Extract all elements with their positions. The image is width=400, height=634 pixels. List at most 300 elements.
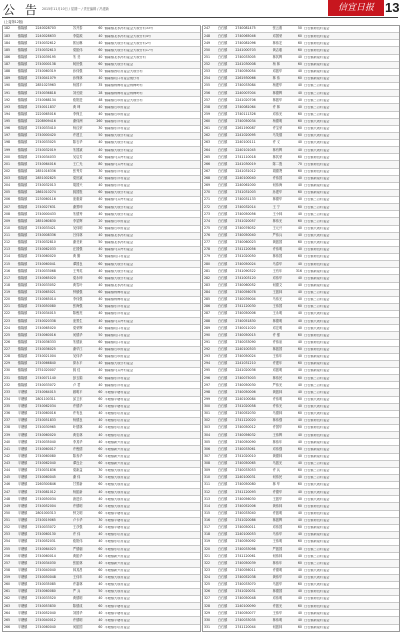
row-area: 40 [98,489,103,494]
row-town: 镇隆镇 [17,240,28,245]
table-row [203,112,399,119]
row-town: 白石镇 [217,254,228,259]
row-address: 白石镇三合村委会 [303,212,330,216]
row-id: 2740050048 [35,575,56,580]
row-id: 2861010274 [35,190,56,195]
row-number: 184 [4,40,11,45]
row-id: 2740052040 [35,610,56,615]
table-row [3,340,200,347]
table-row [3,290,200,297]
row-id: 2740034033 [35,154,56,159]
table-row [203,503,399,510]
row-town: 镇隆镇 [17,161,28,166]
row-id: 2851002825 [35,176,56,181]
row-number: 328 [204,603,211,608]
table-row [203,275,399,282]
row-number: 256 [204,90,211,95]
row-address: 白石镇荷包村委会 [303,155,330,159]
row-town: 白石镇 [217,589,228,594]
row-number: 314 [204,503,211,508]
table-row [203,140,399,147]
row-name: 许德明 [72,617,83,622]
row-id: 2740000420 [35,133,56,138]
row-id: 2740056078 [235,290,256,295]
row-id: 2240061000 [235,183,256,188]
row-address: 白石镇新屋村委会 [303,269,330,273]
row-name: 许德华 [72,404,83,409]
row-id: 2740064015 [35,389,56,394]
row-area: 40 [297,233,302,238]
row-name: 苏开泰 [72,26,83,31]
row-number: 196 [4,126,11,131]
row-number: 224 [4,325,11,330]
row-address: 白石镇三合村委会 [303,91,330,95]
table-row [203,425,399,432]
row-name: 陈石华 [72,140,83,145]
row-number: 313 [204,496,211,501]
row-name: 欧阳伟 [72,539,83,544]
row-area: 60 [297,111,302,116]
row-area: 60 [98,453,103,458]
row-area: 40 [297,610,302,615]
row-number: 324 [204,575,211,580]
section-title: 公 告 [3,3,40,17]
row-area: 60 [297,204,302,209]
row-number: 192 [4,97,11,102]
table-row [203,69,399,76]
table-row [203,40,399,47]
row-town: 平塘镇 [17,418,28,423]
table-row [203,525,399,532]
row-id: 2740065021 [35,290,56,295]
row-address: 镇隆镇坑口村委会 [104,255,130,259]
row-name: 陈德成 [72,603,83,608]
row-id: 2241020706 [235,97,256,102]
row-number: 261 [204,126,211,131]
row-address: 镇隆镇东岸村委会 [104,177,130,181]
row-id: 2740050030 [235,382,256,387]
row-town: 镇隆镇 [17,69,28,74]
row-town: 白石镇 [217,133,228,138]
row-address: 镇隆镇大坡仔村委会 [104,269,134,273]
row-town: 镇隆镇 [17,97,28,102]
row-address: 平塘镇新兴村委会 [104,454,130,458]
row-name: 林有辉 [272,147,283,152]
row-name: 许德明 [272,567,283,572]
row-name: 马茂德 [272,133,283,138]
row-id: 2740032013 [35,183,56,188]
row-town: 白石镇 [217,204,228,209]
row-number: 281 [204,268,211,273]
row-town: 白石镇 [217,140,228,145]
row-address: 白石镇大坡村委会 [303,490,330,494]
row-area: 40 [98,197,103,202]
row-area: 60 [98,546,103,551]
row-number: 307 [204,453,211,458]
row-area: 40 [297,247,302,252]
row-town: 镇隆镇 [17,126,28,131]
row-area: 35 [98,83,103,88]
row-area: 60 [297,446,302,451]
table-row [3,311,200,318]
row-number: 246 [4,482,11,487]
row-id: 2740053830 [35,603,56,608]
row-number: 256 [4,553,11,558]
row-address: 平塘镇平塘村委会 [104,611,130,615]
row-name: 许国华 [272,425,283,430]
row-number: 248 [204,33,211,38]
row-town: 白石镇 [217,83,228,88]
table-row [203,55,399,62]
row-name: 林伟强 [272,418,283,423]
row-town: 白石镇 [217,617,228,622]
row-area: 60 [297,304,302,309]
row-town: 镇隆镇 [17,76,28,81]
row-area: 40 [297,83,302,88]
row-address: 白石镇新屋村委会 [303,611,330,615]
row-address: 镇隆镇东岸村委会 [104,169,130,173]
row-area: 60 [297,468,302,473]
row-id: 2740033084 [235,83,256,88]
row-number: 199 [4,147,11,152]
row-name: 林德辉 [272,90,283,95]
row-name: 邓伟华 [272,275,283,280]
row-address: 白石镇新屋村委会 [303,540,330,544]
row-address: 镇隆镇龙水河村委会大坡仔村33号 [104,27,154,31]
row-area: 40 [297,532,302,537]
row-address: 白石镇大坡村委会 [303,483,330,487]
table-row [3,575,200,582]
row-id: 2740056011 [235,567,256,572]
row-id: 2740019065 [35,518,56,523]
row-address: 镇隆镇石坝村委会 [104,226,130,230]
row-town: 白石镇 [217,261,228,266]
row-town: 平塘镇 [17,546,28,551]
table-row [3,617,200,624]
row-area: 40 [98,40,103,45]
row-area: 40 [297,69,302,74]
row-name: 黄忠林 [72,432,83,437]
row-address: 平塘镇新兴村委会 [104,554,130,558]
row-town: 镇隆镇 [17,204,28,209]
row-id: 2740033068 [35,268,56,273]
row-town: 镇隆镇 [17,282,28,287]
row-name: 谭良全 [72,461,83,466]
row-id: 2740040040 [35,567,56,572]
row-area: 60 [98,624,103,629]
row-number: 223 [4,318,11,323]
row-address: 镇隆镇东岸村委会 [104,120,130,124]
row-town: 镇隆镇 [17,47,28,52]
table-row [3,454,200,461]
row-name: 邓伟光 [272,111,283,116]
row-address: 白石镇荷包村委会 [303,41,330,45]
row-area: 40 [297,290,302,295]
row-town: 白石镇 [217,347,228,352]
row-id: 2851060830 [35,218,56,223]
row-area: 60 [98,446,103,451]
row-number: 260 [204,119,211,124]
row-id: 2241031012 [235,168,256,173]
table-row [203,119,399,126]
row-id: 2240100111 [235,140,256,145]
row-address: 镇隆镇大坡仔村委会 [104,63,134,67]
table-row [3,446,200,453]
row-area: 40 [98,553,103,558]
row-town: 平塘镇 [17,439,28,444]
row-area: 60 [98,275,103,280]
newspaper-masthead [328,0,384,16]
row-area: 30 [98,518,103,523]
table-row [3,261,200,268]
row-town: 白石镇 [217,389,228,394]
row-address: 镇隆镇石坝村委会 [104,355,130,359]
row-name: 林伟国 [272,254,283,259]
row-id: 2740068134 [35,97,56,102]
row-id: 2230060116 [35,197,56,202]
row-town: 镇隆镇 [17,26,28,31]
row-number: 326 [204,589,211,594]
table-row [203,389,399,396]
row-id: 2740033005 [235,54,256,59]
row-id: 2740060020 [35,432,56,437]
table-row [3,610,200,617]
row-area: 40 [98,247,103,252]
row-number: 306 [204,446,211,451]
row-area: 60 [297,254,302,259]
row-id: 2240100053 [235,532,256,537]
row-address: 平塘镇东坑村委会 [104,412,130,416]
row-name: 邓伟国 [272,525,283,530]
row-id: 2740064016 [35,161,56,166]
row-name: 王伟华 [272,610,283,615]
row-name: 柯世强 [72,62,83,67]
row-name: 张振林 [72,560,83,565]
row-id: 2740050039 [235,560,256,565]
row-number: 327 [204,596,211,601]
table-row [3,133,200,140]
newspaper-logo: 信宜日报 [337,3,374,13]
table-row [3,69,200,76]
row-town: 白石镇 [217,26,228,31]
row-town: 平塘镇 [17,446,28,451]
row-id: 2240100084 [235,396,256,401]
table-row [3,97,200,104]
row-number: 273 [204,211,211,216]
row-name: 姚国胜 [72,190,83,195]
row-town: 白石镇 [217,33,228,38]
row-address: 镇隆镇大坡仔村委会 [104,134,134,138]
row-town: 平塘镇 [17,503,28,508]
row-town: 白石镇 [217,211,228,216]
row-name: 林振国 [272,347,283,352]
row-number: 300 [204,404,211,409]
row-area: 50 [98,133,103,138]
table-row [3,140,200,147]
row-address: 平塘镇平塘村委会 [104,604,130,608]
row-area: 40 [297,354,302,359]
row-number: 188 [4,69,11,74]
row-town: 白石镇 [217,582,228,587]
row-number: 323 [204,567,211,572]
row-area: 60 [297,133,302,138]
row-number: 268 [204,176,211,181]
row-name: 汪国强 [72,247,83,252]
row-address: 镇隆镇大坡仔村委会 [104,191,134,195]
row-name: 孙伟强 [72,69,83,74]
row-town: 白石镇 [217,147,228,152]
row-address: 白石镇荷包村委会 [303,590,330,594]
row-number: 293 [204,354,211,359]
row-address: 白石镇三合村委会 [303,305,330,309]
row-town: 白石镇 [217,62,228,67]
row-address: 白石镇荷包村委会 [303,34,330,38]
table-row [203,211,399,218]
row-name: 黄振林 [272,389,283,394]
row-address: 平塘镇大坡村委会 [104,476,130,480]
row-area: 60 [98,62,103,67]
row-address: 平塘镇平塘村委会 [104,526,130,530]
table-row [3,418,200,425]
row-area: 60 [297,503,302,508]
row-address: 白石镇新屋村委会 [303,533,330,537]
row-id: 2740071140 [35,375,56,380]
table-row [203,261,399,268]
row-number: 296 [204,375,211,380]
row-area: 40 [98,617,103,622]
row-name: 林其辉 [272,54,283,59]
row-name: 李伟强 [72,297,83,302]
row-number: 216 [4,268,11,273]
row-town: 白石镇 [217,425,228,430]
row-town: 白石镇 [217,325,228,330]
table-row [3,154,200,161]
row-town: 白石镇 [217,119,228,124]
row-address: 白石镇荷包村委会 [303,519,330,523]
table-row [203,354,399,361]
row-town: 白石镇 [217,97,228,102]
row-address: 镇隆镇龙水河村委会 [104,234,134,238]
row-town: 白石镇 [217,382,228,387]
row-number: 331 [204,624,211,629]
row-number: 218 [4,282,11,287]
row-town: 白石镇 [217,161,228,166]
row-address: 白石镇三合村委会 [303,390,330,394]
row-number: 322 [204,560,211,565]
row-area: 40 [297,54,302,59]
row-address: 白石镇三合村委会 [303,105,330,109]
row-number: 312 [204,489,211,494]
row-town: 平塘镇 [17,610,28,615]
row-area: 60 [98,290,103,295]
table-row [203,233,399,240]
table-row [3,568,200,575]
row-id: 2740036333 [35,339,56,344]
row-area: 40 [297,489,302,494]
row-area: 40 [297,382,302,387]
table-row [203,176,399,183]
row-address: 白石镇新屋村委会 [303,70,330,74]
row-address: 白石镇三合村委会 [303,462,330,466]
row-town: 镇隆镇 [17,190,28,195]
row-id: 2741120030 [235,304,256,309]
row-number: 231 [4,375,11,380]
row-number: 219 [4,290,11,295]
row-area: 60 [297,154,302,159]
row-name: 邓国荣 [272,33,283,38]
row-id: 2261190087 [235,126,256,131]
row-address: 镇隆镇马头坪村委会 [104,198,134,202]
row-town: 镇隆镇 [17,40,28,45]
row-address: 白石镇三合村委会 [303,554,330,558]
table-row [203,518,399,525]
row-name: 黄雪叶 [72,282,83,287]
row-address: 镇隆镇大坡仔村委会 [104,141,134,145]
row-address: 镇隆镇龙水河村委会 [104,283,134,287]
row-id: 2740060052 [235,282,256,287]
table-row [3,40,200,47]
row-id: 2740033098 [235,546,256,551]
row-address: 白石镇荷包村委会 [303,511,330,515]
table-row [3,190,200,197]
row-number: 186 [4,54,11,59]
row-address: 白石镇荷包村委会 [303,504,330,508]
row-name: 许伟国 [272,176,283,181]
row-number: 187 [4,62,11,67]
row-name: 黄 坤 [72,104,81,109]
row-town: 镇隆镇 [17,104,28,109]
table-row [3,332,200,339]
row-id: 2801000313 [35,510,56,515]
row-id: 2741020086 [235,518,256,523]
row-town: 平塘镇 [17,453,28,458]
row-area: 40 [297,461,302,466]
row-name: 李其华 [72,439,83,444]
row-address: 平塘镇平塘村委会 [104,511,130,515]
row-name: 谢华江 [72,347,83,352]
row-number: 254 [4,539,11,544]
table-row [203,62,399,69]
table-row [203,247,399,254]
row-name: 王元兴 [272,225,283,230]
row-number: 205 [4,190,11,195]
row-address: 白石镇大坡村委会 [303,497,330,501]
row-id: 2740033070 [235,582,256,587]
row-name: 庞景生 [72,318,83,323]
row-number: 215 [4,261,11,266]
row-town: 白石镇 [217,468,228,473]
row-area: 40 [98,610,103,615]
row-name: 梁永坤 [72,275,83,280]
row-address: 白石镇新屋村委会 [303,526,330,530]
row-area: 40 [98,496,103,501]
table-row [203,375,399,382]
row-id: 2261930066 [235,76,256,81]
row-id: 2740066840 [35,361,56,366]
row-id: 2740050034 [35,496,56,501]
row-number: 295 [204,368,211,373]
header-rule [2,17,398,18]
row-area: 40 [297,546,302,551]
row-town: 白石镇 [217,69,228,74]
row-number: 299 [204,396,211,401]
table-row [203,169,399,176]
row-number: 257 [204,97,211,102]
row-name: 何德华 [72,332,83,337]
notice-table-right [202,25,400,632]
row-address: 白石镇新屋村委会 [303,63,330,67]
table-row [3,197,200,204]
